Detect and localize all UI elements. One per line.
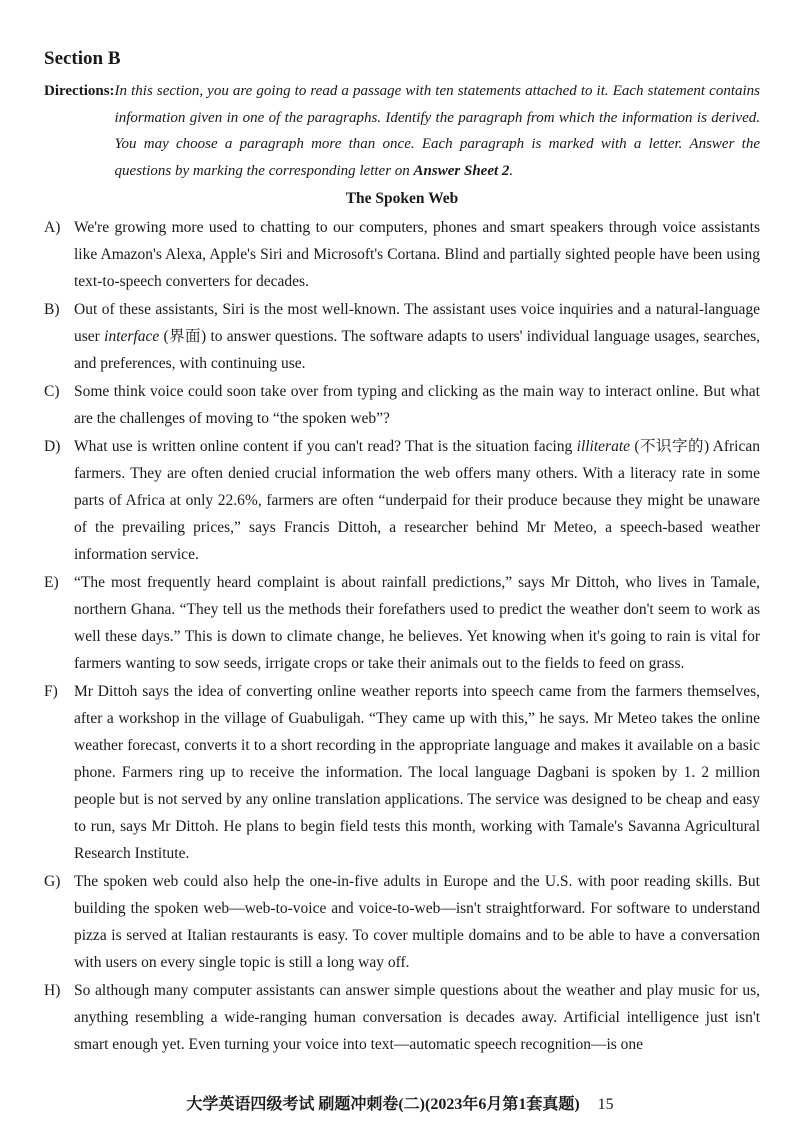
emphasized-term: illiterate [576, 438, 631, 455]
passage-title: The Spoken Web [345, 190, 459, 207]
directions-text: In this section, you are going to read a passage with ten statements attached to it. Each statement contains information given in one of the paragraphs. Identify the paragraph from which the information is derived. You may choose a paragraph more than once. Each paragraph is marked with a letter. Answer the questions by marking the corresponding letter on Answer Sheet 2. [114, 83, 760, 179]
paragraph-letter: C) [44, 383, 60, 400]
paragraph-text: Out of these assistants, Siri is the most well-known. The assistant uses voice inquiries and a natural-language user interface (界面) to answer questions. The software adapts to users' individual language usages, searches, and preferences, with continuing use. [74, 301, 761, 372]
paragraph-letter: E) [44, 574, 59, 591]
paragraph-a [44, 214, 760, 295]
paragraph-text: So although many computer assistants can answer simple questions about the weather and play music for us, anything resembling a wide-ranging human conversation is decades away. Artificial intelligence just isn't smart enough yet. Even turning your voice into text—automatic speech recognition—is one [74, 982, 760, 1053]
paragraph-h [44, 977, 760, 1058]
paragraph-f [44, 678, 760, 867]
paragraph-letter: H) [44, 982, 61, 999]
paragraph-c [44, 378, 760, 432]
paragraph-g [44, 868, 760, 976]
paragraph-text: Mr Dittoh says the idea of converting online weather reports into speech came from the farmers themselves, after a workshop in the village of Guabuligah. “They came up with this,” he says. Mr Meteo takes the online weather forecast, converts it to a short recording in the appropriate language and makes it available on a basic phone. Farmers ring up to receive the information. The local language Dagbani is spoken by 1. 2 million people but is not served by any online translation applications. The service was designed to be cheap and easy to run, says Mr Dittoh. He plans to begin field tests this month, working with Tamale's Savanna Agricultural Research Institute. [74, 683, 760, 862]
paragraph-letter: G) [44, 873, 61, 890]
emphasized-term: interface [104, 328, 160, 345]
footer-title: 大学英语四级考试 刷题冲刺卷(二)(2023年6月第1套真题) [186, 1096, 580, 1113]
page-footer [0, 1091, 800, 1114]
directions-row [44, 78, 760, 184]
paragraph-e [44, 569, 760, 677]
paragraph-text: The spoken web could also help the one-in-five adults in Europe and the U.S. with poor reading skills. But building the spoken web—web-to-voice and voice-to-web—isn't straightforward. For software to understand pizza is served at Italian restaurants is easy. To cover multiple domains and to be able to have a conversation with users on every single topic is still a long way off. [74, 873, 760, 971]
paragraph-text: We're growing more used to chatting to our computers, phones and smart speakers through voice assistants like Amazon's Alexa, Apple's Siri and Microsoft's Cortana. Blind and partially sighted people have been using text-to-speech converters for decades. [74, 219, 760, 290]
paragraph-letter: F) [44, 683, 58, 700]
paragraph-text: What use is written online content if you can't read? That is the situation facing illiterate (不识字的) African farmers. They are often denied crucial information the web offers many others. With a literacy rate in some parts of Africa at only 22.6%, farmers are often “underpaid for their produce because they might be unaware of the prevailing prices,” says Francis Dittoh, a researcher behind Mr Meteo, a speech-based weather information service. [74, 438, 760, 563]
directions [44, 78, 760, 184]
page-number: 15 [597, 1096, 614, 1113]
paragraph-b [44, 296, 760, 377]
paragraph-d [44, 433, 760, 568]
paragraph-text: Some think voice could soon take over from typing and clicking as the main way to interact online. But what are the challenges of moving to “the spoken web”? [74, 383, 760, 427]
section-title: Section B [44, 48, 121, 69]
paragraph-letter: B) [44, 301, 60, 318]
paragraph-text: “The most frequently heard complaint is about rainfall predictions,” says Mr Dittoh, who lives in Tamale, northern Ghana. “They tell us the methods their forefathers used to predict the weather don't seem to work as well these days.” This is down to climate change, he believes. Yet knowing when it's going to rain is vital for farmers wanting to sow seeds, irrigate crops or take their animals out to the fields to feed on grass. [74, 574, 760, 672]
answer-sheet-ref: Answer Sheet 2 [413, 162, 510, 179]
paragraph-letter: D) [44, 438, 61, 455]
paragraph-letter: A) [44, 219, 61, 236]
directions-label: Directions: [44, 83, 115, 99]
